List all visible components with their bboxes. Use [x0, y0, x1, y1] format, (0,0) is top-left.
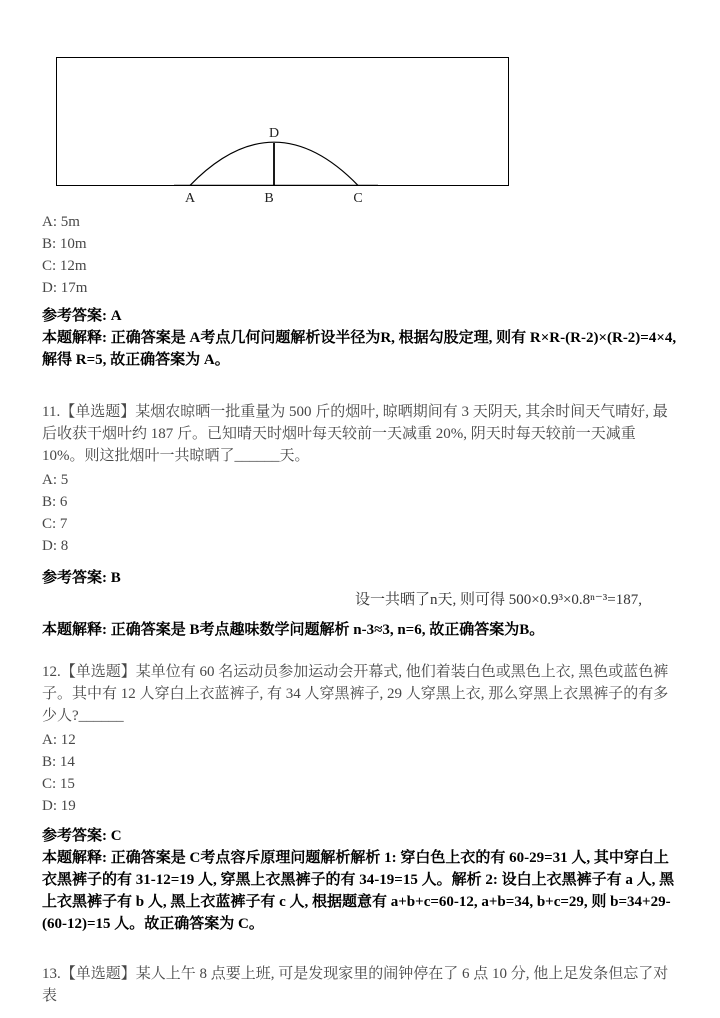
question-text: 12.【单选题】某单位有 60 名运动员参加运动会开幕式, 他们着装白色或黑色上衣, 黑色或蓝色裤子。其中有 12 人穿白上衣蓝裤子, 有 34 人穿黑裤子, 29 人穿黑上衣, 那么穿黑上衣黑裤子的有多少人?______	[42, 664, 669, 724]
answer-line: 参考答案: C	[42, 828, 122, 844]
option-c: C: 15	[42, 776, 75, 792]
option-d: D: 17m	[42, 280, 88, 296]
option-b: B: 14	[42, 754, 75, 770]
question-12-block	[42, 661, 678, 935]
option-b: B: 10m	[42, 236, 87, 252]
option-c: C: 7	[42, 516, 68, 532]
formula-note: 设一共晒了n天, 则可得 500×0.9³×0.8ⁿ⁻³=187,	[355, 592, 643, 608]
figure-label-b: B	[264, 191, 274, 206]
answer-line: 参考答案: B	[42, 570, 121, 586]
figure-label-a: A	[184, 191, 196, 206]
geometry-figure	[56, 57, 516, 209]
explanation-text: 本题解释: 正确答案是 A考点几何问题解析设半径为R, 根据勾股定理, 则有 R×R-(R-2)×(R-2)=4×4, 解得 R=5, 故正确答案为 A。	[42, 330, 677, 368]
question-11-block	[42, 401, 678, 641]
option-a: A: 5m	[42, 214, 80, 230]
option-list	[42, 211, 678, 299]
figure-border	[57, 58, 509, 186]
option-list	[42, 729, 678, 817]
option-d: D: 8	[42, 538, 69, 554]
figure-label-c: C	[353, 191, 363, 206]
question-10-block	[42, 57, 678, 371]
explanation-text: 本题解释: 正确答案是 B考点趣味数学问题解析 n-3≈3, n=6, 故正确答案为B。	[42, 622, 545, 638]
question-text: 11.【单选题】某烟农晾晒一批重量为 500 斤的烟叶, 晾晒期间有 3 天阴天, 其余时间天气晴好, 最后收获干烟叶约 187 斤。已知晴天时烟叶每天较前一天减重 20%, 阴天时每天较前一天减重 10%。则这批烟叶一共晾晒了______天。	[42, 404, 668, 464]
option-c: C: 12m	[42, 258, 87, 274]
geometry-figure-svg	[56, 57, 516, 209]
question-text: 13.【单选题】某人上午 8 点要上班, 可是发现家里的闹钟停在了 6 点 10 分, 他上足发条但忘了对表	[42, 966, 669, 1004]
figure-label-d: D	[268, 126, 280, 141]
option-b: B: 6	[42, 494, 68, 510]
option-d: D: 19	[42, 798, 76, 814]
option-a: A: 5	[42, 472, 69, 488]
question-13-block	[42, 963, 678, 1007]
option-list	[42, 469, 678, 557]
option-a: A: 12	[42, 732, 76, 748]
explanation-text: 本题解释: 正确答案是 C考点容斥原理问题解析解析 1: 穿白色上衣的有 60-29=31 人, 其中穿白上衣黑裤子的有 31-12=19 人, 穿黑上衣黑裤子的有 34-19=15 人。解析 2: 设白上衣黑裤子有 a 人, 黑上衣黑裤子有 b 人, 黑上衣蓝裤子有 c 人, 根据题意有 a+b+c=60-12, a+b=34, b+c=29, 则 b=34+29-(60-12)=15 人。故正确答案为 C。	[42, 850, 675, 932]
answer-line: 参考答案: A	[42, 308, 122, 324]
